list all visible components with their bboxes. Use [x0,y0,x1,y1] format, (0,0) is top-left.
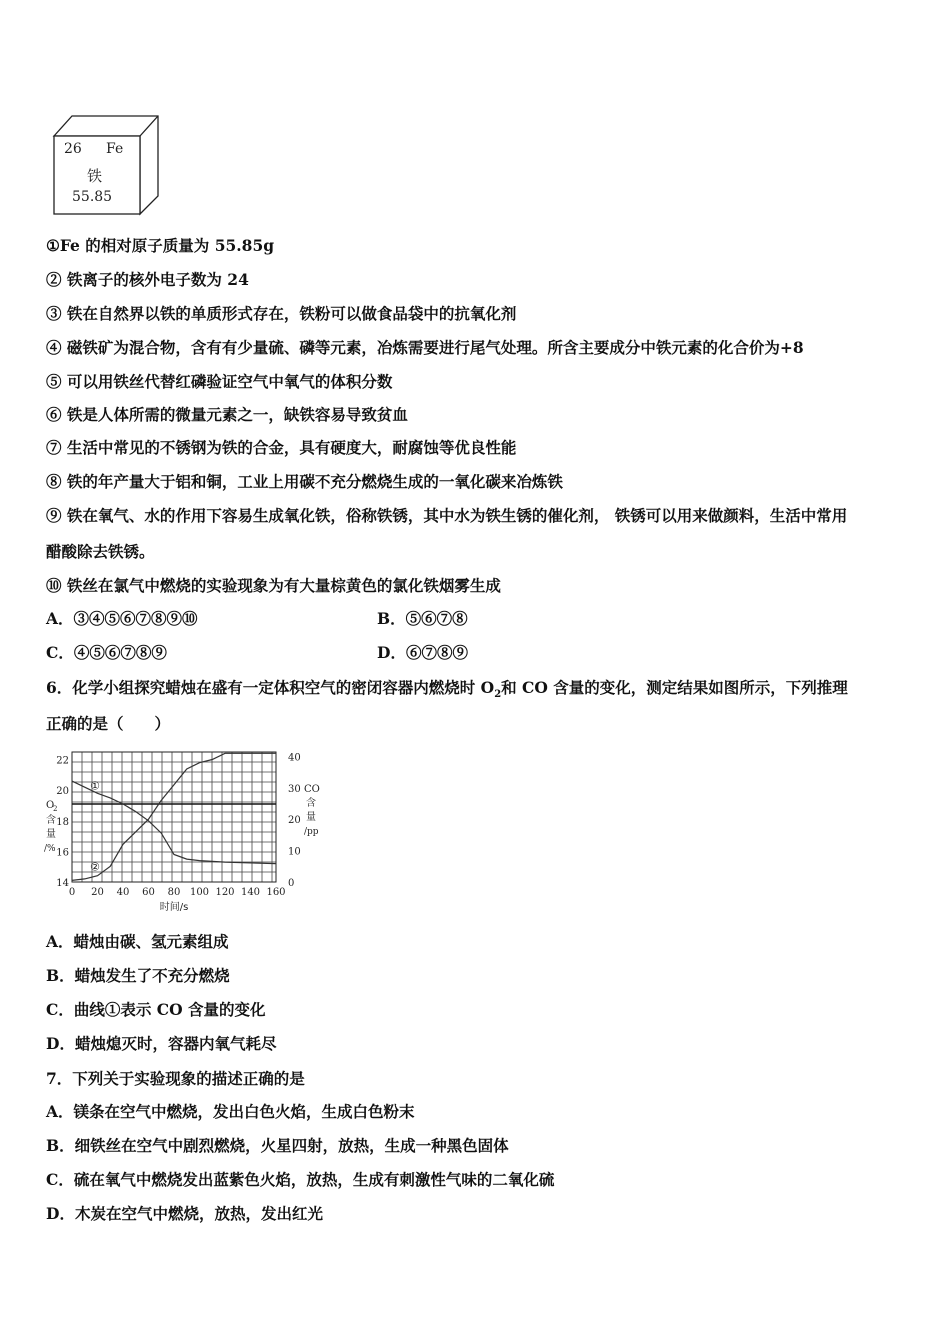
q6-stem-sub: 2 [494,689,502,701]
x-tick-label-7: 140 [240,887,261,898]
y-left-tick-label-2: 18 [56,816,69,828]
y-right-label-3: 量 [306,812,316,823]
y-left-label-sub: 2 [53,805,58,813]
y-right-tick-label-2: 20 [288,815,301,827]
statement-1: ①Fe 的相对原子质量为 55.85g [46,236,275,255]
statement-2: ② 铁离子的核外电子数为 24 [46,270,249,289]
x-tick-label-2: 40 [116,887,130,898]
x-tick-label-4: 80 [167,887,181,898]
x-tick-label-8: 160 [266,887,286,898]
x-tick-label-1: 20 [91,887,104,898]
statement-9: ⑨ 铁在氧气、水的作用下容易生成氧化铁，俗称铁锈，其中水为铁生锈的催化剂， 铁锈可以用来做颜料，生活中常用 [46,506,848,525]
q7-stem: 7．下列关于实验现象的描述正确的是 [46,1069,305,1088]
x-axis-label: 时间/s [159,902,189,913]
y-left-label-o: O [46,800,55,811]
x-tick-label-5: 100 [189,887,210,898]
statement-7: ⑦ 生活中常见的不锈钢为铁的合金，具有硬度大，耐腐蚀等优良性能 [46,438,517,457]
y-left-label-4: /% [44,844,56,854]
chart-svg [42,748,332,916]
y-right-tick-label-0: 0 [288,878,295,889]
element-symbol: Fe [106,141,124,157]
q7-option-d[interactable]: D．木炭在空气中燃烧，放热，发出红光 [46,1204,323,1223]
q5-option-d[interactable]: D．⑥⑦⑧⑨ [377,643,468,662]
o2-co-chart [42,748,332,916]
q7-option-c[interactable]: C．硫在氧气中燃烧发出蓝紫色火焰，放热，生成有刺激性气味的二氧化硫 [46,1170,555,1189]
y-left-tick-label-0: 14 [56,878,69,889]
y-right-tick-label-4: 40 [288,752,301,764]
q7-option-a[interactable]: A．镁条在空气中燃烧，发出白色火焰，生成白色粉末 [46,1102,415,1121]
q6-stem [46,678,848,705]
element-box-fe [50,110,162,216]
statement-6: ⑥ 铁是人体所需的微量元素之一，缺铁容易导致贫血 [46,405,408,424]
y-left-label-2: 含 [46,815,56,826]
q6-option-b[interactable]: B．蜡烛发生了不充分燃烧 [46,966,230,985]
element-name: 铁 [87,167,103,185]
y-left-tick-label-3: 20 [56,786,69,798]
q5-option-a[interactable]: A．③④⑤⑥⑦⑧⑨⑩ [46,609,198,628]
y-right-label-4: /pp [304,827,319,837]
y-right-tick-label-3: 30 [288,783,301,795]
x-tick-label-0: 0 [68,887,76,898]
x-tick-label-3: 60 [142,887,155,898]
statement-9-cont: 醋酸除去铁锈。 [46,542,155,561]
q7-option-b[interactable]: B．细铁丝在空气中剧烈燃烧，火星四射，放热，生成一种黑色固体 [46,1136,509,1155]
y-right-label-1: CO [304,784,320,795]
y-left-tick-label-4: 22 [56,755,69,767]
q6-option-c[interactable]: C．曲线①表示 CO 含量的变化 [46,1000,266,1019]
q6-option-a[interactable]: A．蜡烛由碳、氢元素组成 [46,932,229,951]
y-left-label-3: 量 [46,829,56,840]
q5-option-b[interactable]: B．⑤⑥⑦⑧ [377,609,468,628]
statement-10: ⑩ 铁丝在氯气中燃烧的实验现象为有大量棕黄色的氯化铁烟雾生成 [46,576,501,595]
atomic-mass: 55.85 [72,189,113,205]
annotation-curve-2: ② [90,860,100,874]
q6-stem-part2: 和 CO 含量的变化，测定结果如图所示，下列推理 [501,678,848,697]
atomic-number: 26 [64,141,82,157]
statement-3: ③ 铁在自然界以铁的单质形式存在，铁粉可以做食品袋中的抗氧化剂 [46,304,517,323]
statement-8: ⑧ 铁的年产量大于铝和铜，工业上用碳不充分燃烧生成的一氧化碳来冶炼铁 [46,472,563,491]
y-right-tick-label-1: 10 [288,846,301,858]
q6-stem-part1: 6．化学小组探究蜡烛在盛有一定体积空气的密闭容器内燃烧时 O [46,678,495,697]
annotation-curve-1: ① [90,779,100,793]
q6-option-d[interactable]: D．蜡烛熄灭时，容器内氧气耗尽 [46,1034,277,1053]
statement-5: ⑤ 可以用铁丝代替红磷验证空气中氧气的体积分数 [46,372,393,391]
q6-stem-line2: 正确的是（ ） [46,714,171,733]
x-tick-label-6: 120 [215,887,235,898]
y-right-label-2: 含 [306,798,316,809]
q5-option-c[interactable]: C．④⑤⑥⑦⑧⑨ [46,643,167,662]
statement-4: ④ 磁铁矿为混合物，含有有少量硫、磷等元素，冶炼需要进行尾气处理。所含主要成分中铁元素的化合价为+8 [46,338,804,357]
y-left-tick-label-1: 16 [56,847,69,859]
